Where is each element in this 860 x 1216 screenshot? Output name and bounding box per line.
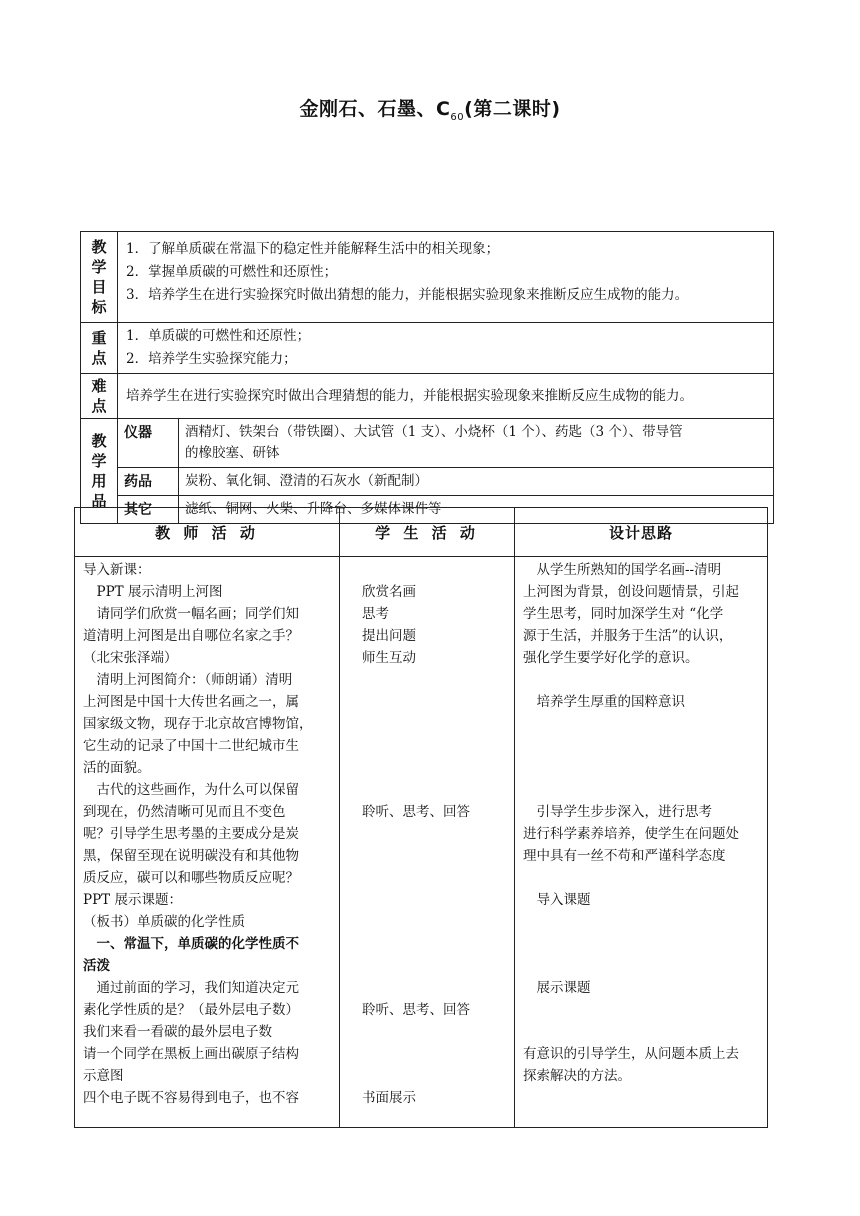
design-idea-line: 学生思考，同时加深学生对 “化学	[523, 606, 724, 622]
teacher-activity-line: 质反应，碳可以和哪些物质反应呢？	[83, 870, 299, 886]
teacher-activity-line: 上河图是中国十大传世名画之一，属	[83, 694, 299, 710]
design-idea-line: 源于生活，并服务于生活”的认识，	[523, 628, 733, 644]
supplies-header: 教 学 用 品	[81, 419, 118, 524]
design-idea-line: 培养学生厚重的国粹意识	[523, 694, 685, 710]
teacher-activity-line: 到现在，仍然清晰可见而且不变色	[83, 804, 286, 820]
teacher-activity-line: 黑，保留至现在说明碳没有和其他物	[83, 848, 299, 864]
objectives-content: 1．了解单质碳在常温下的稳定性并能解释生活中的相关现象； 2．掌握单质碳的可燃性和还原性； 3．培养学生在进行实验探究时做出猜想的能力，并能根据实验现象来推断反应生成物的能力。	[118, 232, 774, 323]
instruments-content: 酒精灯、铁架台（带铁圈）、大试管（1 支）、小烧杯（1 个）、药匙（3 个）、带导管 的橡胶塞、研钵	[179, 419, 774, 468]
key-points-header: 重 点	[81, 323, 118, 374]
teacher-activity-line: 通过前面的学习，我们知道决定元	[83, 980, 299, 996]
design-idea-line: 展示课题	[523, 980, 591, 996]
objectives-header: 教 学 目 标	[81, 232, 118, 323]
teacher-activity-line: 我们来看一看碳的最外层电子数	[83, 1024, 272, 1040]
teacher-activity-line: 古代的这些画作，为什么可以保留	[83, 782, 299, 798]
teacher-activity-line: 请一个同学在黑板上画出碳原子结构	[83, 1046, 299, 1062]
design-idea-cell	[515, 557, 768, 1128]
teacher-activity-line: 呢？引导学生思考墨的主要成分是炭	[83, 826, 299, 842]
teacher-activity-line: 道清明上河图是出自哪位名家之手？	[83, 628, 299, 644]
difficulties-header: 难 点	[81, 374, 118, 419]
student-activity-line: 提出问题	[362, 628, 416, 644]
design-idea-line: 进行科学素养培养，使学生在问题处	[523, 826, 739, 842]
teacher-activity-line: 四个电子既不容易得到电子，也不容	[83, 1090, 299, 1106]
teacher-activity-line: 请同学们欣赏一幅名画；同学们知	[83, 606, 299, 622]
design-idea-line: 探索解决的方法。	[523, 1068, 631, 1084]
page-title: 金刚石、石墨、$C_{60}$(第二课时)	[299, 98, 561, 123]
teacher-activity-line: 素化学性质的是？（最外层电子数）	[83, 1002, 299, 1018]
student-activity-line: 聆听、思考、回答	[362, 1002, 470, 1018]
design-idea-line: 上河图为背景，创设问题情景，引起	[523, 584, 739, 600]
teacher-activity-line: 导入新课：	[83, 562, 151, 578]
teacher-activity-line: 它生动的记录了中国十二世纪城市生	[83, 738, 299, 754]
difficulties-content: 培养学生在进行实验探究时做出合理猜想的能力，并能根据实验现象来推断反应生成物的能力。	[118, 374, 774, 419]
teacher-activity-line: 国家级文物，现存于北京故宫博物馆，	[83, 716, 313, 732]
design-idea-line: 引导学生步步深入，进行思考	[523, 804, 712, 820]
design-idea-line: 有意识的引导学生，从问题本质上去	[523, 1046, 739, 1062]
design-idea-line: 导入课题	[523, 892, 591, 908]
teacher-activity-line: 清明上河图简介：（师朗诵）清明	[83, 672, 293, 688]
teacher-activity-line: 一、常温下，单质碳的化学性质不	[83, 936, 299, 952]
teacher-activity-header: 教 师 活 动	[75, 508, 340, 557]
teacher-activity-line: （北宋张泽端）	[83, 650, 178, 666]
teacher-activity-cell	[75, 557, 340, 1128]
student-activity-line: 聆听、思考、回答	[362, 804, 470, 820]
teacher-activity-line: 示意图	[83, 1068, 124, 1084]
others-label: 其它	[118, 496, 179, 524]
key-points-content: 1．单质碳的可燃性和还原性； 2．培养学生实验探究能力；	[118, 323, 774, 374]
student-activity-line: 师生互动	[362, 650, 416, 666]
design-idea-line: 强化学生要学好化学的意识。	[523, 650, 699, 666]
reagents-label: 药品	[118, 468, 179, 496]
student-activity-line: 欣赏名画	[362, 584, 416, 600]
others-content: 滤纸、铜网、火柴、升降台、多媒体课件等	[179, 496, 774, 524]
design-idea-line: 理中具有一丝不苟和严谨科学态度	[523, 848, 726, 864]
lesson-plan-header-table	[80, 231, 774, 524]
student-activity-cell	[340, 557, 515, 1128]
reagents-content: 炭粉、氧化铜、澄清的石灰水（新配制）	[179, 468, 774, 496]
student-activity-line: 思考	[362, 606, 389, 622]
teacher-activity-line: 活泼	[83, 958, 110, 974]
teacher-activity-line: PPT 展示清明上河图	[83, 584, 223, 600]
design-idea-line: 从学生所熟知的国学名画--清明	[523, 562, 722, 578]
teacher-activity-line: PPT 展示课题：	[83, 892, 182, 908]
student-activity-line: 书面展示	[362, 1090, 416, 1106]
instruments-label: 仪器	[118, 419, 179, 468]
student-activity-header: 学 生 活 动	[340, 508, 515, 557]
design-idea-header: 设计思路	[515, 508, 768, 557]
activity-table	[74, 507, 768, 1128]
teacher-activity-line: （板书）单质碳的化学性质	[83, 914, 245, 930]
teacher-activity-line: 活的面貌。	[83, 760, 151, 776]
